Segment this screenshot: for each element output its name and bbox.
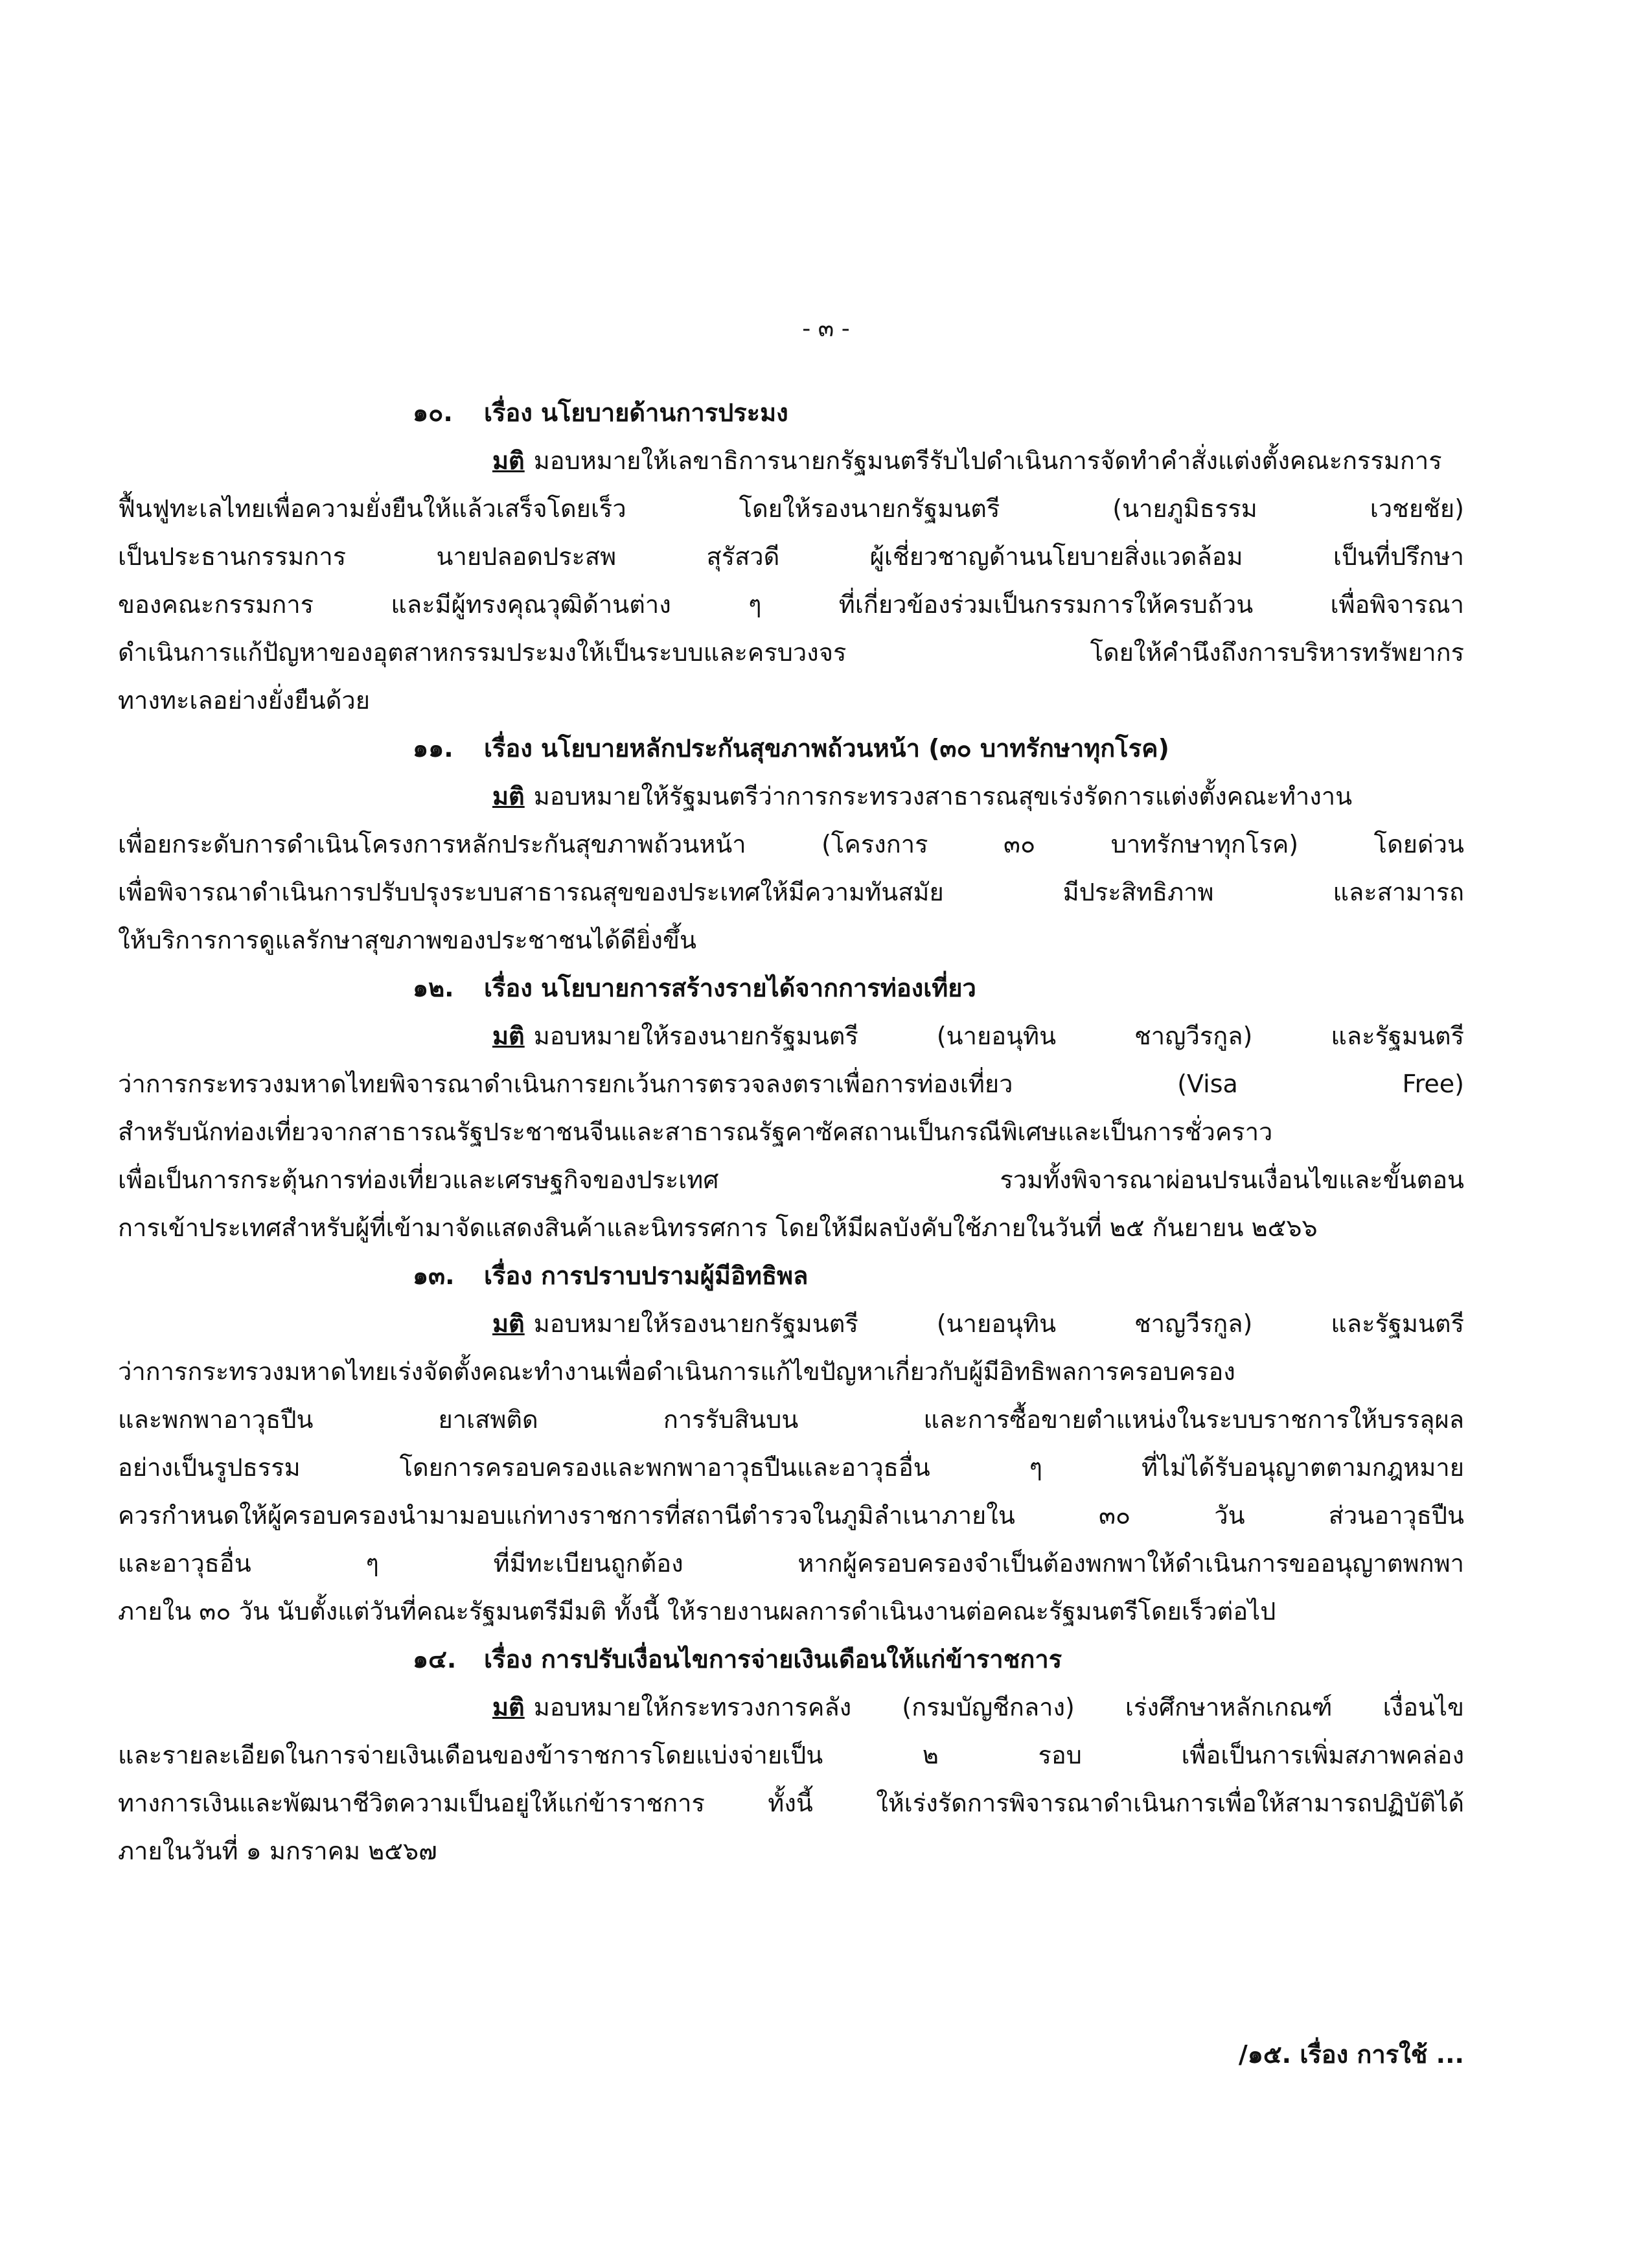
- resolution-line: [118, 1108, 1464, 1156]
- resolution-line: [118, 820, 1464, 868]
- resolution-text: ของคณะกรรมการ และมีผู้ทรงคุณวุฒิด้านต่าง ๆ ที่เกี่ยวข้องร่วมเป็นกรรมการให้ครบถ้วน เพื่อพิจารณา: [118, 590, 1464, 619]
- resolution-text: เพื่อยกระดับการดำเนินโครงการหลักประกันสุขภาพถ้วนหน้า (โครงการ ๓๐ บาทรักษาทุกโรค) โดยด่วน: [118, 830, 1464, 858]
- resolution-line: [118, 1587, 1464, 1635]
- resolution-text: และอาวุธอื่น ๆ ที่มีทะเบียนถูกต้อง หากผู้ครอบครองจำเป็นต้องพกพาให้ดำเนินการขออนุญาตพกพา: [118, 1549, 1464, 1578]
- section-heading: [118, 1252, 1464, 1300]
- resolution-line: [118, 1731, 1464, 1779]
- resolution-line: [118, 676, 1464, 724]
- resolution-line: [118, 1156, 1464, 1204]
- resolution-line: [118, 1012, 1464, 1060]
- section-number: ๑๑.: [413, 734, 453, 763]
- agenda-section: [118, 1252, 1464, 1635]
- section-number: ๑๒.: [413, 974, 454, 1002]
- agenda-section: [118, 964, 1464, 1252]
- section-heading: [118, 724, 1464, 772]
- section-heading: [118, 1635, 1464, 1683]
- continuation-footer: /๑๕. เรื่อง การใช้ ...: [1238, 2040, 1464, 2069]
- resolution-label: มติ: [492, 1309, 525, 1338]
- resolution-text: มอบหมายให้รัฐมนตรีว่าการกระทรวงสาธารณสุขเร่งรัดการแต่งตั้งคณะทำงาน: [533, 782, 1353, 811]
- resolution-text: และพกพาอาวุธปืน ยาเสพติด การรับสินบน และการซื้อขายตำแหน่งในระบบราชการให้บรรลุผล: [118, 1405, 1464, 1434]
- resolution-line: [118, 1539, 1464, 1587]
- resolution-line: [118, 1348, 1464, 1396]
- resolution-text: ฟื้นฟูทะเลไทยเพื่อความยั่งยืนให้แล้วเสร็จโดยเร็ว โดยให้รองนายกรัฐมนตรี (นายภูมิธรรม เวชยชัย): [118, 494, 1464, 523]
- resolution-line: [118, 1396, 1464, 1443]
- resolution-text: เพื่อพิจารณาดำเนินการปรับปรุงระบบสาธารณสุขของประเทศให้มีความทันสมัย มีประสิทธิภาพ และสามารถ: [118, 878, 1464, 906]
- resolution-line: [118, 533, 1464, 581]
- resolution-text: และรายละเอียดในการจ่ายเงินเดือนของข้าราชการโดยแบ่งจ่ายเป็น ๒ รอบ เพื่อเป็นการเพิ่มสภาพคล่อง: [118, 1741, 1464, 1769]
- resolution-text: อย่างเป็นรูปธรรม โดยการครอบครองและพกพาอาวุธปืนและอาวุธอื่น ๆ ที่ไม่ได้รับอนุญาตตามกฎหมาย: [118, 1453, 1464, 1482]
- resolution-line: [118, 628, 1464, 676]
- document-body: [118, 389, 1464, 1875]
- section-heading: [118, 389, 1464, 437]
- page-number: - ๓ -: [802, 316, 850, 342]
- section-heading: [118, 964, 1464, 1012]
- agenda-section: [118, 724, 1464, 964]
- resolution-text: ทางการเงินและพัฒนาชีวิตความเป็นอยู่ให้แก่ข้าราชการ ทั้งนี้ ให้เร่งรัดการพิจารณาดำเนินการเพื่อให้สามารถปฏิบัติได้: [118, 1789, 1464, 1817]
- section-title: เรื่อง นโยบายการสร้างรายได้จากการท่องเที่ยว: [484, 974, 976, 1002]
- resolution-text: ว่าการกระทรวงมหาดไทยเร่งจัดตั้งคณะทำงานเพื่อดำเนินการแก้ไขปัญหาเกี่ยวกับผู้มีอิทธิพลการครอบครอง: [118, 1357, 1235, 1386]
- resolution-line: [118, 1204, 1464, 1252]
- agenda-section: [118, 1635, 1464, 1875]
- section-number: ๑๐.: [413, 398, 453, 427]
- resolution-line: [118, 485, 1464, 533]
- resolution-text: สำหรับนักท่องเที่ยวจากสาธารณรัฐประชาชนจีนและสาธารณรัฐคาซัคสถานเป็นกรณีพิเศษและเป็นการชั่วคราว: [118, 1118, 1273, 1146]
- resolution-text: เพื่อเป็นการกระตุ้นการท่องเที่ยวและเศรษฐกิจของประเทศ รวมทั้งพิจารณาผ่อนปรนเงื่อนไขและขั้นตอน: [118, 1166, 1464, 1194]
- agenda-section: [118, 389, 1464, 724]
- resolution-text: ควรกำหนดให้ผู้ครอบครองนำมามอบแก่ทางราชการที่สถานีตำรวจในภูมิลำเนาภายใน ๓๐ วัน ส่วนอาวุธปืน: [118, 1501, 1464, 1530]
- resolution-line: [118, 581, 1464, 628]
- section-number: ๑๓.: [413, 1261, 455, 1290]
- resolution-text: ทางทะเลอย่างยั่งยืนด้วย: [118, 686, 370, 715]
- resolution-text: ภายในวันที่ ๑ มกราคม ๒๕๖๗: [118, 1837, 437, 1865]
- resolution-text: ให้บริการการดูแลรักษาสุขภาพของประชาชนได้ดียิ่งขึ้น: [118, 926, 696, 954]
- section-title: เรื่อง นโยบายหลักประกันสุขภาพถ้วนหน้า (๓๐ บาทรักษาทุกโรค): [484, 734, 1169, 763]
- resolution-text: ภายใน ๓๐ วัน นับตั้งแต่วันที่คณะรัฐมนตรีมีมติ ทั้งนี้ ให้รายงานผลการดำเนินงานต่อคณะรัฐมนตรีโดยเร็วต่อไป: [118, 1597, 1276, 1626]
- resolution-label: มติ: [492, 782, 525, 811]
- resolution-line: [118, 868, 1464, 916]
- resolution-text: เป็นประธานกรรมการ นายปลอดประสพ สุรัสวดี ผู้เชี่ยวชาญด้านนโยบายสิ่งแวดล้อม เป็นที่ปรึกษา: [118, 542, 1464, 571]
- section-title: เรื่อง การปรับเงื่อนไขการจ่ายเงินเดือนให้แก่ข้าราชการ: [484, 1645, 1062, 1673]
- section-number: ๑๔.: [413, 1645, 457, 1673]
- resolution-line: [118, 1827, 1464, 1875]
- resolution-text: มอบหมายให้กระทรวงการคลัง (กรมบัญชีกลาง) เร่งศึกษาหลักเกณฑ์ เงื่อนไข: [533, 1693, 1464, 1721]
- resolution-line: [118, 1443, 1464, 1491]
- resolution-text: ว่าการกระทรวงมหาดไทยพิจารณาดำเนินการยกเว้นการตรวจลงตราเพื่อการท่องเที่ยว (Visa Free): [118, 1070, 1464, 1098]
- resolution-text: มอบหมายให้รองนายกรัฐมนตรี (นายอนุทิน ชาญวีรกูล) และรัฐมนตรี: [533, 1022, 1464, 1050]
- section-title: เรื่อง นโยบายด้านการประมง: [484, 398, 788, 427]
- resolution-text: มอบหมายให้เลขาธิการนายกรัฐมนตรีรับไปดำเนินการจัดทำคำสั่งแต่งตั้งคณะกรรมการ: [533, 446, 1442, 475]
- resolution-line: [118, 916, 1464, 964]
- resolution-text: ดำเนินการแก้ปัญหาของอุตสาหกรรมประมงให้เป็นระบบและครบวงจร โดยให้คำนึงถึงการบริหารทรัพยากร: [118, 638, 1464, 667]
- section-title: เรื่อง การปราบปรามผู้มีอิทธิพล: [484, 1261, 809, 1290]
- resolution-line: [118, 1300, 1464, 1348]
- resolution-line: [118, 1683, 1464, 1731]
- resolution-label: มติ: [492, 446, 525, 475]
- resolution-line: [118, 437, 1464, 485]
- resolution-text: มอบหมายให้รองนายกรัฐมนตรี (นายอนุทิน ชาญวีรกูล) และรัฐมนตรี: [533, 1309, 1464, 1338]
- resolution-line: [118, 1060, 1464, 1108]
- resolution-line: [118, 772, 1464, 820]
- resolution-label: มติ: [492, 1022, 525, 1050]
- resolution-line: [118, 1779, 1464, 1827]
- resolution-line: [118, 1491, 1464, 1539]
- resolution-text: การเข้าประเทศสำหรับผู้ที่เข้ามาจัดแสดงสินค้าและนิทรรศการ โดยให้มีผลบังคับใช้ภายในวันที่ ๒๕ กันยายน ๒๕๖๖: [118, 1213, 1318, 1242]
- resolution-label: มติ: [492, 1693, 525, 1721]
